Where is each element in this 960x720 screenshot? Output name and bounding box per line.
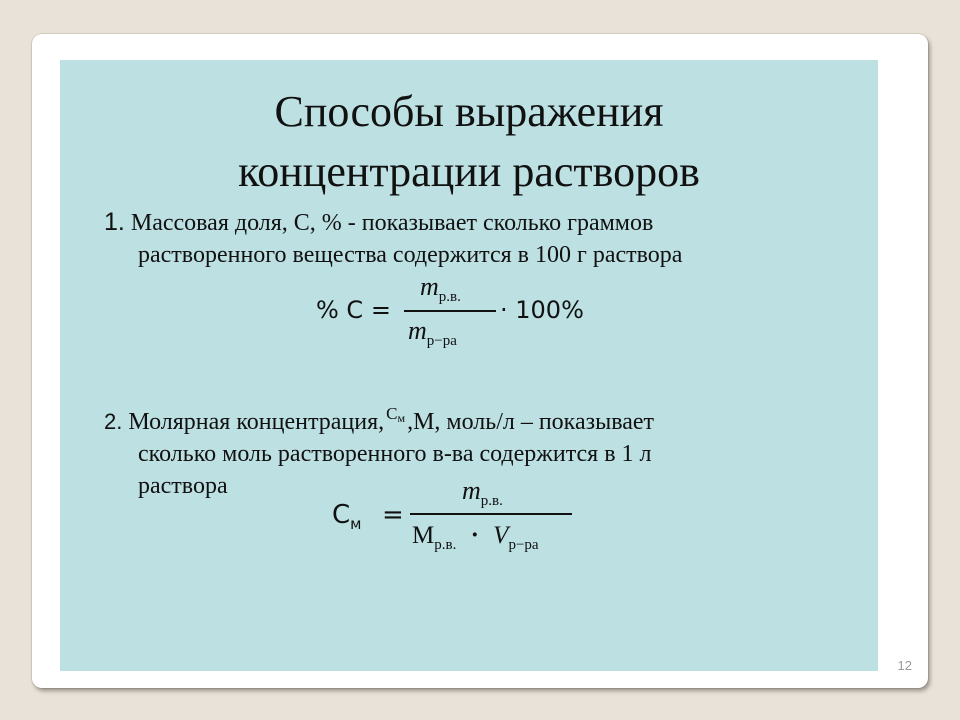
multiply-dot: · <box>470 522 479 549</box>
formula-2-numerator <box>462 476 503 510</box>
volume-subscript: р−ра <box>508 537 539 553</box>
numerator-symbol: m <box>420 272 439 301</box>
page-number: 12 <box>897 658 912 673</box>
numerator-subscript: р.в. <box>480 493 503 509</box>
formula-1-numerator <box>420 272 461 306</box>
molar-symbol-subscript: м <box>397 411 406 425</box>
formula-2-lhs <box>332 500 361 533</box>
numerator-subscript: р.в. <box>438 289 461 305</box>
formula-1-denominator <box>408 316 457 350</box>
mass-fraction-item <box>104 206 824 271</box>
title-line-2: концентрации растворов <box>238 147 700 196</box>
formula-1-multiplier: · 100% <box>500 296 584 324</box>
lhs-symbol: С <box>332 500 351 530</box>
molar-symbol: С <box>386 404 398 423</box>
item-1-number: 1. <box>104 208 125 236</box>
item-1-line-2: растворенного вещества содержится в 100 г раствора <box>138 242 683 268</box>
denominator-symbol: m <box>408 316 427 345</box>
volume-symbol: V <box>493 522 509 549</box>
molar-symbol-inline <box>386 398 405 434</box>
numerator-symbol: m <box>462 476 481 505</box>
formula-1-lhs: % С = <box>316 296 391 324</box>
item-2-line-1-before: Молярная концентрация, <box>128 409 385 435</box>
title-line-1: Способы выражения <box>274 87 664 136</box>
molar-mass-subscript: р.в. <box>434 537 457 553</box>
item-2-line-2: сколько моль растворенного в-ва содержится в 1 л <box>138 441 652 467</box>
item-1-line-1: Массовая доля, С, % - показывает сколько граммов <box>130 210 654 236</box>
fraction-bar <box>410 513 572 515</box>
lhs-subscript: м <box>350 515 362 533</box>
fraction-bar <box>404 310 496 312</box>
slide-title <box>60 82 878 202</box>
item-2-line-3: раствора <box>138 473 228 499</box>
formula-2-denominator <box>412 522 539 554</box>
item-2-number: 2. <box>104 409 123 434</box>
item-2-line-1-after: ,М, моль/л – показывает <box>407 409 655 435</box>
denominator-subscript: р−ра <box>426 333 457 349</box>
formula-2-equals: = <box>382 500 404 530</box>
molar-mass-symbol: M <box>412 522 435 549</box>
